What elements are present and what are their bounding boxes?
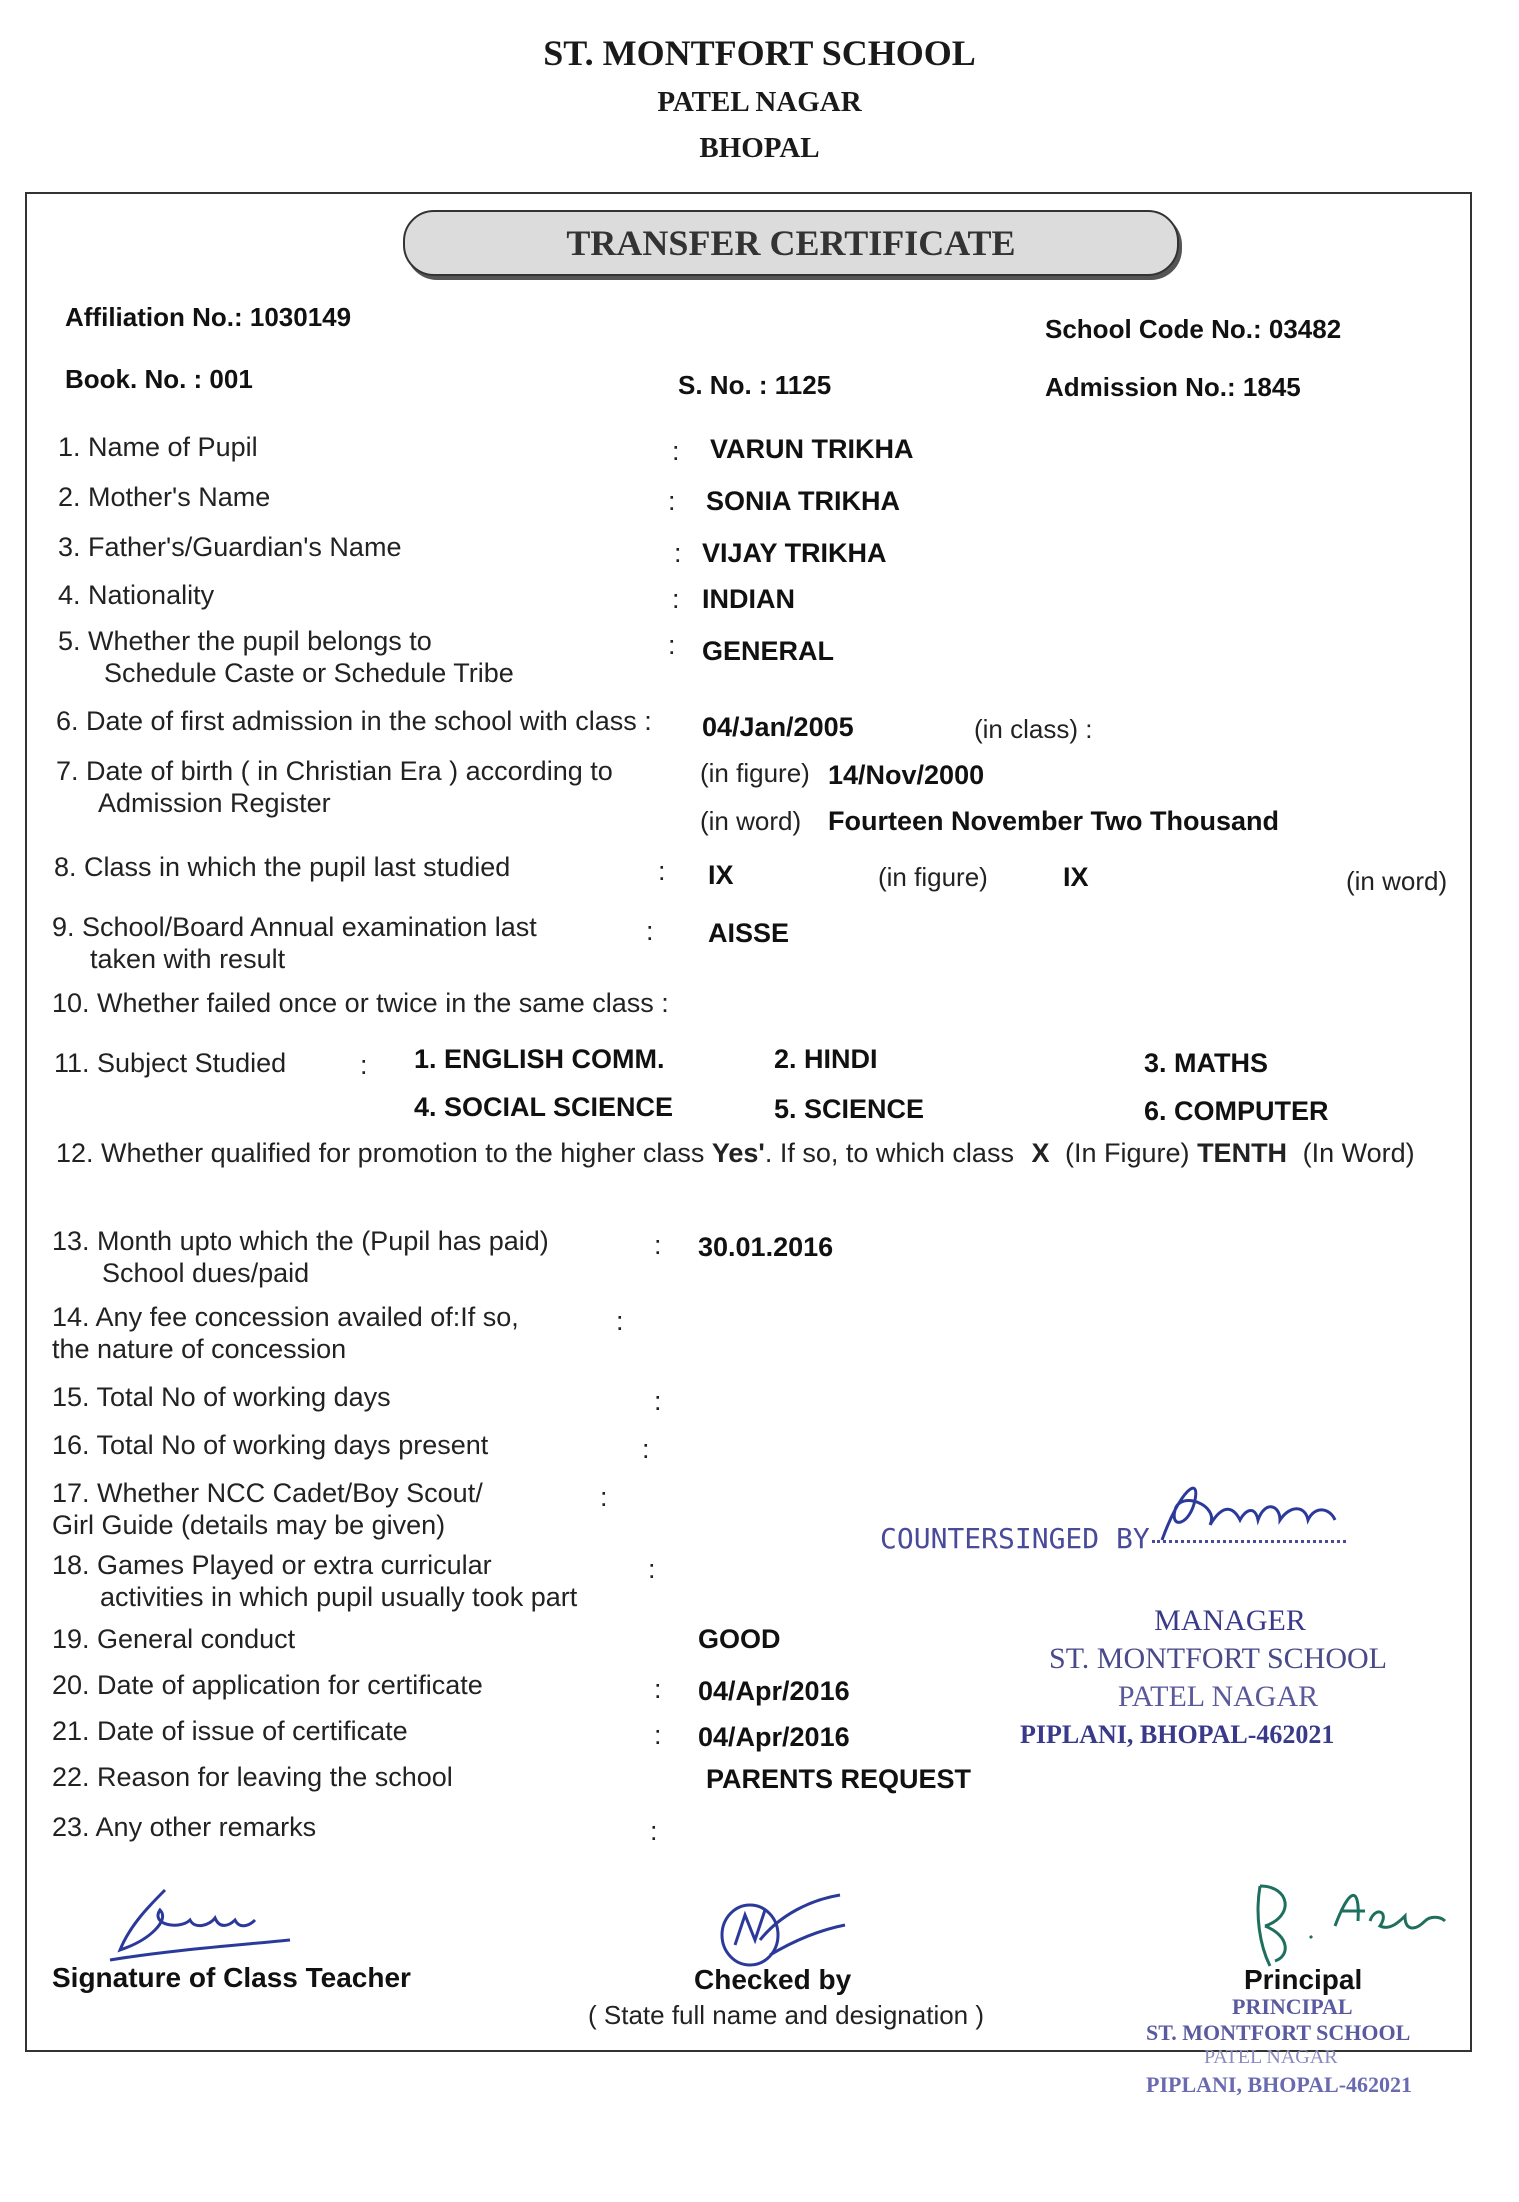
item-13-colon: : — [654, 1230, 662, 1260]
item-1-colon: : — [672, 436, 680, 466]
item-5-colon: : — [668, 630, 676, 660]
checker-signature — [700, 1885, 850, 1975]
promotion-figure-suffix: (In Figure) — [1065, 1138, 1190, 1168]
promotion-class-figure: X — [1031, 1138, 1050, 1168]
principal-stamp-school: ST. MONTFORT SCHOOL — [1146, 2020, 1411, 2045]
school-area: PATEL NAGAR — [657, 86, 862, 118]
item-20-colon: : — [654, 1674, 662, 1704]
item-12-line — [56, 1138, 1415, 1169]
item-17-label-1: 17. Whether NCC Cadet/Boy Scout/ — [52, 1478, 483, 1508]
manager-stamp-area: PATEL NAGAR — [1117, 1680, 1319, 1713]
item-12-text-1: 12. Whether qualified for promotion to the higher class — [56, 1138, 705, 1168]
last-class-word: IX — [1063, 862, 1089, 892]
item-15-colon: : — [654, 1386, 662, 1416]
item-6-label: 6. Date of first admission in the school with class : — [56, 706, 652, 736]
last-class-figure: IX — [708, 860, 734, 890]
item-22-label: 22. Reason for leaving the school — [52, 1762, 453, 1792]
father-name: VIJAY TRIKHA — [702, 538, 887, 568]
item-16-colon: : — [642, 1434, 650, 1464]
dob-figure: 14/Nov/2000 — [828, 760, 985, 790]
item-9-label-1: 9. School/Board Annual examination last — [52, 912, 537, 942]
dob-word: Fourteen November Two Thousand — [828, 806, 1280, 836]
manager-signature — [1140, 1470, 1360, 1550]
manager-stamp-address: PIPLANI, BHOPAL-462021 — [1020, 1720, 1335, 1749]
admission-no: Admission No.: 1845 — [1045, 372, 1301, 402]
promotion-word-suffix: (In Word) — [1302, 1138, 1415, 1168]
countersigned-stamp: COUNTERSINGED BY — [880, 1522, 1150, 1555]
caste-category: GENERAL — [702, 636, 835, 666]
item-11-colon: : — [360, 1050, 368, 1080]
school-code: School Code No.: 03482 — [1045, 314, 1342, 344]
item-11-label: 11. Subject Studied — [54, 1048, 287, 1078]
item-10-label: 10. Whether failed once or twice in the same class : — [52, 988, 669, 1018]
item-3-label: 3. Father's/Guardian's Name — [58, 532, 402, 562]
subject-3: 3. MATHS — [1144, 1048, 1269, 1078]
pupil-name: VARUN TRIKHA — [710, 434, 914, 464]
item-20-label: 20. Date of application for certificate — [52, 1670, 483, 1700]
class-teacher-label: Signature of Class Teacher — [52, 1962, 411, 1993]
item-3-colon: : — [674, 538, 682, 568]
item-17-colon: : — [600, 1482, 608, 1512]
affiliation-no: Affiliation No.: 1030149 — [65, 302, 352, 332]
item-13-label-2: School dues/paid — [102, 1258, 310, 1288]
checked-by-note: ( State full name and designation ) — [588, 2000, 985, 2030]
school-name: ST. MONTFORT SCHOOL — [543, 33, 976, 73]
first-admission-class: (in class) : — [974, 714, 1093, 744]
item-5-label-1: 5. Whether the pupil belongs to — [58, 626, 432, 656]
general-conduct: GOOD — [698, 1624, 781, 1654]
item-9-label-2: taken with result — [90, 944, 286, 974]
item-1-label: 1. Name of Pupil — [58, 432, 258, 462]
title-banner — [403, 210, 1179, 276]
promotion-yes: Yes' — [711, 1138, 765, 1168]
principal-stamp-area: PATEL NAGAR — [1204, 2046, 1338, 2068]
item-14-label-1: 14. Any fee concession availed of:If so, — [52, 1302, 519, 1332]
last-class-figure-suffix: (in figure) — [878, 862, 988, 892]
serial-no: S. No. : 1125 — [678, 370, 832, 400]
item-16-label: 16. Total No of working days present — [52, 1430, 489, 1460]
book-no: Book. No. : 001 — [65, 364, 253, 394]
item-8-colon: : — [658, 856, 666, 886]
principal-stamp-address: PIPLANI, BHOPAL-462021 — [1146, 2072, 1413, 2097]
item-9-colon: : — [646, 916, 654, 946]
item-14-colon: : — [616, 1306, 624, 1336]
dob-figure-prefix: (in figure) — [700, 758, 810, 788]
item-7-label-1: 7. Date of birth ( in Christian Era ) according to — [56, 756, 613, 786]
item-12-text-2: . If so, to which class — [764, 1138, 1014, 1168]
item-5-label-2: Schedule Caste or Schedule Tribe — [104, 658, 514, 688]
item-13-label-1: 13. Month upto which the (Pupil has paid) — [52, 1226, 549, 1256]
manager-stamp-title: MANAGER — [1154, 1604, 1306, 1637]
item-14-label-2: the nature of concession — [52, 1334, 347, 1364]
nationality: INDIAN — [702, 584, 795, 614]
school-city: BHOPAL — [699, 132, 820, 164]
subject-2: 2. HINDI — [774, 1044, 878, 1074]
item-23-colon: : — [650, 1816, 658, 1846]
application-date: 04/Apr/2016 — [698, 1676, 850, 1706]
principal-label: Principal — [1244, 1964, 1363, 1995]
item-18-label-2: activities in which pupil usually took part — [100, 1582, 578, 1612]
item-21-label: 21. Date of issue of certificate — [52, 1716, 408, 1746]
first-admission-date: 04/Jan/2005 — [702, 712, 854, 742]
mother-name: SONIA TRIKHA — [706, 486, 900, 516]
leaving-reason: PARENTS REQUEST — [706, 1764, 972, 1794]
manager-stamp-school: ST. MONTFORT SCHOOL — [1049, 1642, 1387, 1675]
subject-5: 5. SCIENCE — [774, 1094, 925, 1124]
subject-4: 4. SOCIAL SCIENCE — [414, 1092, 674, 1122]
principal-stamp-title: PRINCIPAL — [1232, 1994, 1353, 2019]
item-18-colon: : — [648, 1554, 656, 1584]
item-2-label: 2. Mother's Name — [58, 482, 271, 512]
principal-signature — [1240, 1876, 1460, 1976]
dob-word-prefix: (in word) — [700, 806, 802, 836]
item-4-label: 4. Nationality — [58, 580, 215, 610]
checked-by-label: Checked by — [694, 1964, 852, 1995]
item-17-label-2: Girl Guide (details may be given) — [52, 1510, 446, 1540]
board-exam: AISSE — [708, 918, 790, 948]
last-class-word-suffix: (in word) — [1346, 866, 1448, 896]
item-21-colon: : — [654, 1720, 662, 1750]
item-7-label-2: Admission Register — [98, 788, 331, 818]
item-2-colon: : — [668, 486, 676, 516]
class-teacher-signature — [90, 1880, 310, 1970]
issue-date: 04/Apr/2016 — [698, 1722, 850, 1752]
item-4-colon: : — [672, 584, 680, 614]
item-15-label: 15. Total No of working days — [52, 1382, 391, 1412]
promotion-class-word: TENTH — [1197, 1138, 1288, 1168]
item-18-label-1: 18. Games Played or extra curricular — [52, 1550, 492, 1580]
item-23-label: 23. Any other remarks — [52, 1812, 317, 1842]
subject-1: 1. ENGLISH COMM. — [414, 1044, 665, 1074]
item-19-label: 19. General conduct — [52, 1624, 296, 1654]
dues-paid-upto: 30.01.2016 — [698, 1232, 834, 1262]
certificate-title: TRANSFER CERTIFICATE — [566, 223, 1016, 263]
subject-6: 6. COMPUTER — [1144, 1096, 1329, 1126]
item-8-label: 8. Class in which the pupil last studied — [54, 852, 511, 882]
